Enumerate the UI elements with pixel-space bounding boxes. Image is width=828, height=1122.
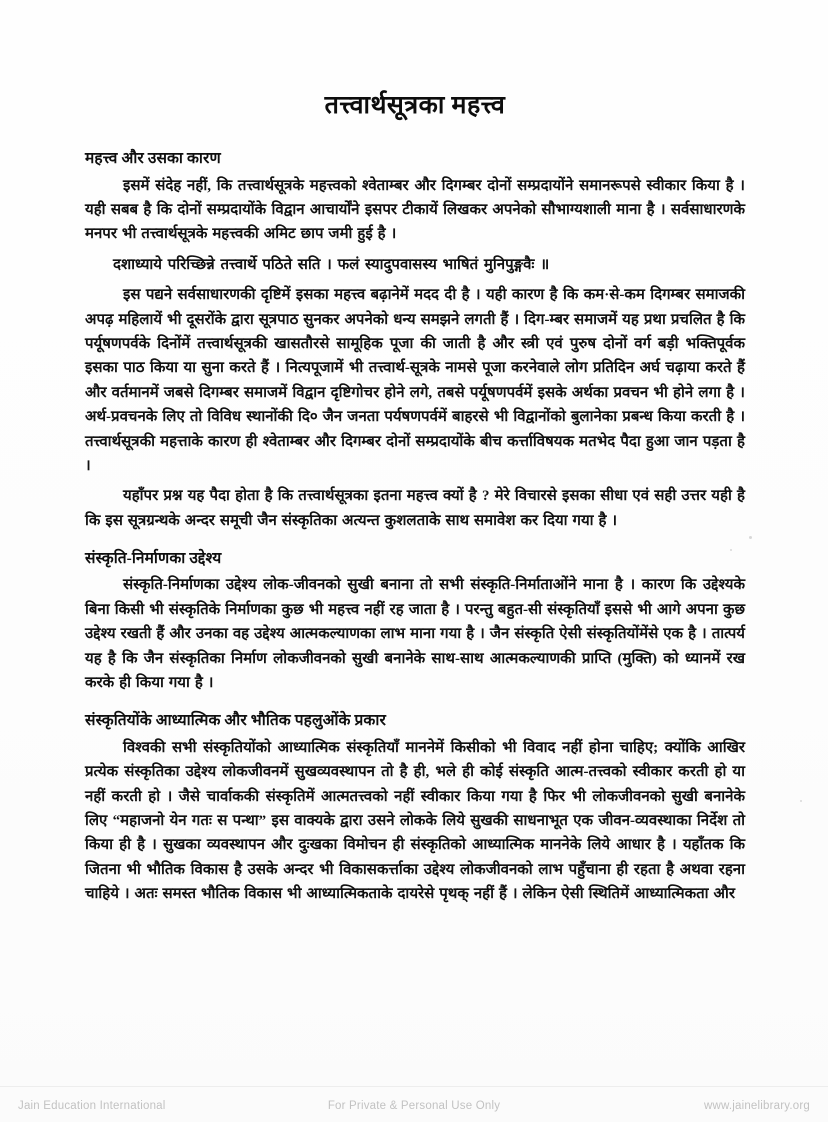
paragraph: संस्कृति-निर्माणका उद्देश्य लोक-जीवनको सुखी बनाना तो सभी संस्कृति-निर्माताओंने माना है । कारण कि उद्देश्यके बिना किसी भी संस्कृतिके निर्माणका कुछ भी महत्त्व नहीं रह जाता है । परन्तु बहुत-सी संस्कृतियाँ इससे भी आगे अपना कुछ उद्देश्य रखती हैं और उनका वह उद्देश्य आत्मकल्याणका लाभ माना गया है । जैन संस्कृति ऐसी संस्कृतियोंमेंसे एक है । तात्पर्य यह है कि जैन संस्कृतिका निर्माण लोकजीवनको सुखी बनानेके साथ-साथ आत्मकल्याणकी प्राप्ति (मुक्ति) को ध्यानमें रख करके ही किया गया है । (85, 577, 745, 692)
scan-speck (749, 536, 752, 539)
section-importance-and-cause (85, 147, 745, 533)
paragraph: इस पद्यने सर्वसाधारणकी दृष्टिमें इसका महत्त्व बढ़ानेमें मदद दी है । यही कारण है कि कम‌·से-कम दिगम्बर समाजकी अपढ़ महिलायें भी दूसरोंके द्वारा सूत्रपाठ सुनकर अपनेको धन्य समझने लगती हैं । दिग-म्बर समाजमें यह प्रथा प्रचलित है कि पर्यूषणपर्वके दिनोंमें तत्त्वार्थसूत्रकी खासतौरसे सामूहिक पूजा की जाती है और स्त्री एवं पुरुष दोनों वर्ग बड़ी भक्तिपूर्वक इसका पाठ किया या सुना करते हैं । नित्यपूजामें भी तत्त्वार्थ-सूत्रके नामसे पूजा करनेवाले लोग प्रतिदिन अर्घ चढ़ाया करते हैं और वर्तमानमें जबसे दिगम्बर समाजमें विद्वान दृष्टिगोचर होने लगे, तबसे पर्यूषणपर्वमें इसके अर्थका प्रवचन भी होने लगा है । अर्थ-प्रवचनके लिए तो विविध स्थानोंकी दि० जैन जनता पर्यषणपर्वमें बाहरसे भी विद्वानोंको बुलानेका प्रबन्ध किया करती है । तत्त्वार्थसूत्रकी महत्ताके कारण ही श्वेताम्बर और दिगम्बर दोनों सम्प्रदायोंके बीच कर्त्ताविषयक मतभेद पैदा हुआ जान पड़ता है । (85, 287, 745, 474)
section-spiritual-and-material-aspects (85, 709, 745, 906)
page-content (85, 90, 745, 909)
footer-organization: Jain Education International (18, 1100, 166, 1112)
section-heading: संस्कृति-निर्माणका उद्देश्य (85, 550, 222, 568)
sanskrit-verse: दशाध्याये परिच्छिन्ने तत्त्वार्थे पठिते सति । फलं स्यादुपवासस्य भाषितं मुनिपुङ्गवैः ॥ (113, 256, 550, 273)
footer-divider (0, 1086, 828, 1087)
section-purpose-of-culture-building (85, 547, 745, 695)
page-title: तत्त्वार्थसूत्रका महत्त्व (324, 92, 506, 119)
paragraph: इसमें संदेह नहीं, कि तत्त्वार्थसूत्रके महत्त्वको श्वेताम्बर और दिगम्बर दोनों सम्प्रदायोंने समानरूपसे स्वीकार किया है । यही सबब है कि दोनों सम्प्रदायोंके विद्वान आचार्योंने इसपर टीकायें लिखकर अपनेको सौभाग्यशाली माना है । सर्वसाधारणके मनपर भी तत्त्वार्थसूत्रके महत्त्वकी अमिट छाप जमी हुई है । (85, 177, 745, 243)
page-footer (0, 1090, 828, 1122)
footer-website[interactable]: www.jainelibrary.org (703, 1100, 810, 1112)
footer-usage-notice: For Private & Personal Use Only (327, 1100, 501, 1112)
section-heading: महत्त्व और उसका कारण (85, 150, 221, 168)
section-heading: संस्कृतियोंके आध्यात्मिक और भौतिक पहलुओंके प्रकार (85, 712, 386, 730)
scan-speck (730, 549, 732, 551)
paragraph: विश्वकी सभी संस्कृतियोंको आध्यात्मिक संस्कृतियाँ माननेमें किसीको भी विवाद नहीं होना चाहिए; क्योंकि आखिर प्रत्येक संस्कृतिका उद्देश्य लोकजीवनमें सुखव्यवस्थापन तो है ही, भले ही कोई संस्कृति आत्म-तत्त्वको स्वीकार करती हो या नहीं करती हो । जैसे चार्वाककी संस्कृतिमें आत्मतत्त्वको नहीं स्वीकार किया गया है फिर भी लोकजीवनको सुखी बनानेके लिए “महाजनो येन गतः स पन्था” इस वाक्यके द्वारा उसने लोकके लिये सुखकी साधनाभूत एक जीवन-व्यवस्थाका निर्देश तो किया ही है । सुखका व्यवस्थापन और दुःखका विमोचन ही संस्कृतिको आध्यात्मिक माननेके लिये आधार है । यहाँतक कि जितना भी भौतिक विकास है उसके अन्दर भी विकासकर्त्ताका उद्देश्य लोकजीवनको लाभ पहुँचाना ही रहता है अथवा रहना चाहिये । अतः समस्त भौतिक विकास भी आध्यात्मिकताके दायरेसे पृथक् नहीं हैं । लेकिन ऐसी स्थितिमें आध्यात्मिकता और (85, 739, 745, 903)
scan-speck (800, 800, 802, 802)
paragraph: यहाँपर प्रश्न यह पैदा होता है कि तत्त्वार्थसूत्रका इतना महत्त्व क्यों है ? मेरे विचारसे इसका सीधा एवं सही उत्तर यही है कि इस सूत्रग्रन्थके अन्दर समूची जैन संस्कृतिका अत्यन्त कुशलताके साथ समावेश कर दिया गया है । (85, 488, 745, 529)
